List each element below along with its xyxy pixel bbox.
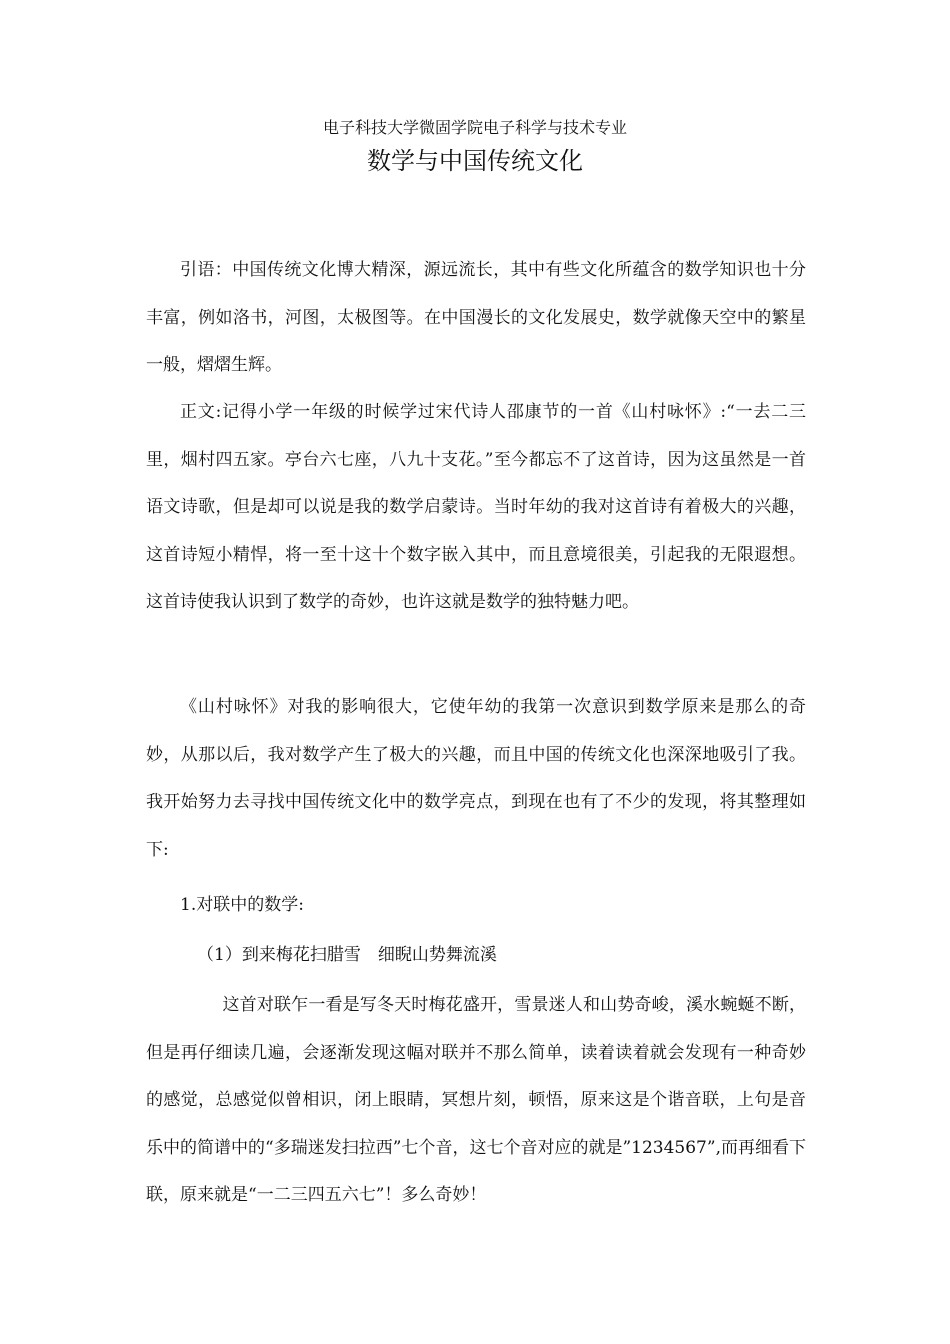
body-paragraph-2: 《山村咏怀》对我的影响很大，它使年幼的我第一次意识到数学原来是那么的奇妙，从那以后，我对数学产生了极大的兴趣，而且中国的传统文化也深深地吸引了我。我开始努力去寻找中国传统文化中的数学亮点，到现在也有了不少的发现，将其整理如下: <box>146 697 806 860</box>
section-heading-couplets: 1.对联中的数学: <box>180 895 304 915</box>
body-paragraph-1: 正文:记得小学一年级的时候学过宋代诗人邵康节的一首《山村咏怀》:“一去二三里，烟村四五家。亭台六七座，八九十支花。”至今都忘不了这首诗，因为这虽然是一首语文诗歌，但是却可以说是我的数学启蒙诗。当时年幼的我对这首诗有着极大的兴趣，这首诗短小精悍，将一至十这十个数字嵌入其中，而且意境很美，引起我的无限遐想。这首诗使我认识到了数学的奇妙，也许这就是数学的独特魅力吧。 <box>146 402 806 612</box>
couplet-explanation: 这首对联乍一看是写冬天时梅花盛开，雪景迷人和山势奇峻，溪水蜿蜒不断，但是再仔细读几遍，会逐渐发现这幅对联并不那么简单，读着读着就会发现有一种奇妙的感觉，总感觉似曾相识，闭上眼睛，冥想片刻，顿悟，原来这是个谐音联，上句是音乐中的简谱中的“多瑞迷发扫拉西”七个音，这七个音对应的就是”1234567”,而再细看下联，原来就是“一二三四五六七”！多么奇妙！ <box>146 995 806 1205</box>
intro-paragraph: 引语：中国传统文化博大精深，源远流长，其中有些文化所蕴含的数学知识也十分丰富，例如洛书，河图，太极图等。在中国漫长的文化发展史，数学就像天空中的繁星一般，熠熠生辉。 <box>146 260 806 375</box>
couplet-item-1: （1）到来梅花扫腊雪 细睨山势舞流溪 <box>197 945 497 965</box>
document-title: 数学与中国传统文化 <box>367 147 583 175</box>
document-subtitle: 电子科技大学微固学院电子科学与技术专业 <box>322 118 627 137</box>
